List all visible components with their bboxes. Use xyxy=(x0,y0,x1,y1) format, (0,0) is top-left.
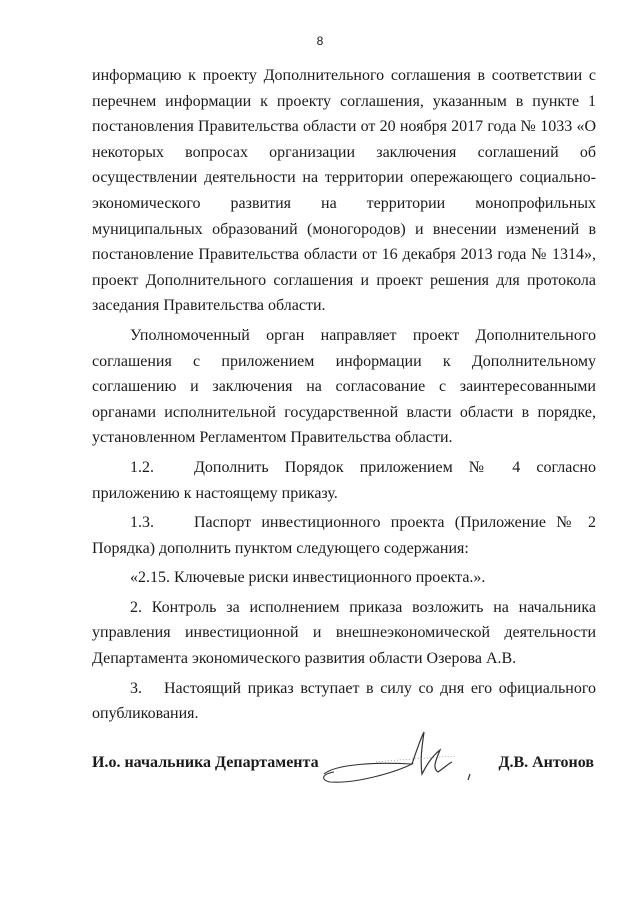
document-body xyxy=(92,63,596,727)
signatory-title: И.о. начальника Департамента xyxy=(92,754,319,771)
point-3 xyxy=(92,676,596,727)
signatory-name: Д.В. Антонов xyxy=(498,754,594,771)
item-text: Дополнить Порядок приложением № 4 согласно приложению к настоящему приказу. xyxy=(92,458,596,502)
handwritten-signature xyxy=(316,728,486,798)
point-number: 2. xyxy=(130,598,142,616)
paragraph-authorized-body: Уполномоченный орган направляет проект Дополнительного соглашения с приложением информации к Дополнительному соглашению и заключения на согласование с заинтересованными органами исполнительной государственной власти области в порядке, установленном Регламентом Правительства области. xyxy=(92,326,596,447)
item-number: 1.3. xyxy=(130,514,154,532)
signature-block xyxy=(92,748,596,808)
page-number: 8 xyxy=(316,34,324,48)
point-2 xyxy=(92,595,596,672)
quoted-addition: «2.15. Ключевые риски инвестиционного проекта.». xyxy=(130,569,486,587)
item-1-3 xyxy=(92,510,596,561)
item-text: Паспорт инвестиционного проекта (Приложение № 2 Порядка) дополнить пунктом следующего содержания: xyxy=(92,514,596,557)
point-number: 3. xyxy=(130,679,142,697)
item-number: 1.2. xyxy=(130,458,154,476)
point-text: Контроль за исполнением приказа возложить на начальника управления инвестиционной и внешнеэкономической деятельности Департамента экономического развития области Озерова А.В. xyxy=(92,598,597,668)
item-1-2 xyxy=(92,455,596,506)
point-text: Настоящий приказ вступает в силу со дня его официального опубликования. xyxy=(92,679,596,723)
paragraph-continuation: информацию к проекту Дополнительного соглашения в соответствии с перечнем информации к проекту соглашения, указанным в пункте 1 постановления Правительства области от 20 ноября 2017 года № 1033 «О некоторых вопросах организации заключения соглашений об осуществлении деятельности на территории опережающего социально-экономического развития на территории монопрофильных муниципальных образований (моногородов) и внесении изменений в постановление Правительства области от 16 декабря 2013 года № 1314», проект Дополнительного соглашения и проект решения для протокола заседания Правительства области. xyxy=(92,67,596,315)
